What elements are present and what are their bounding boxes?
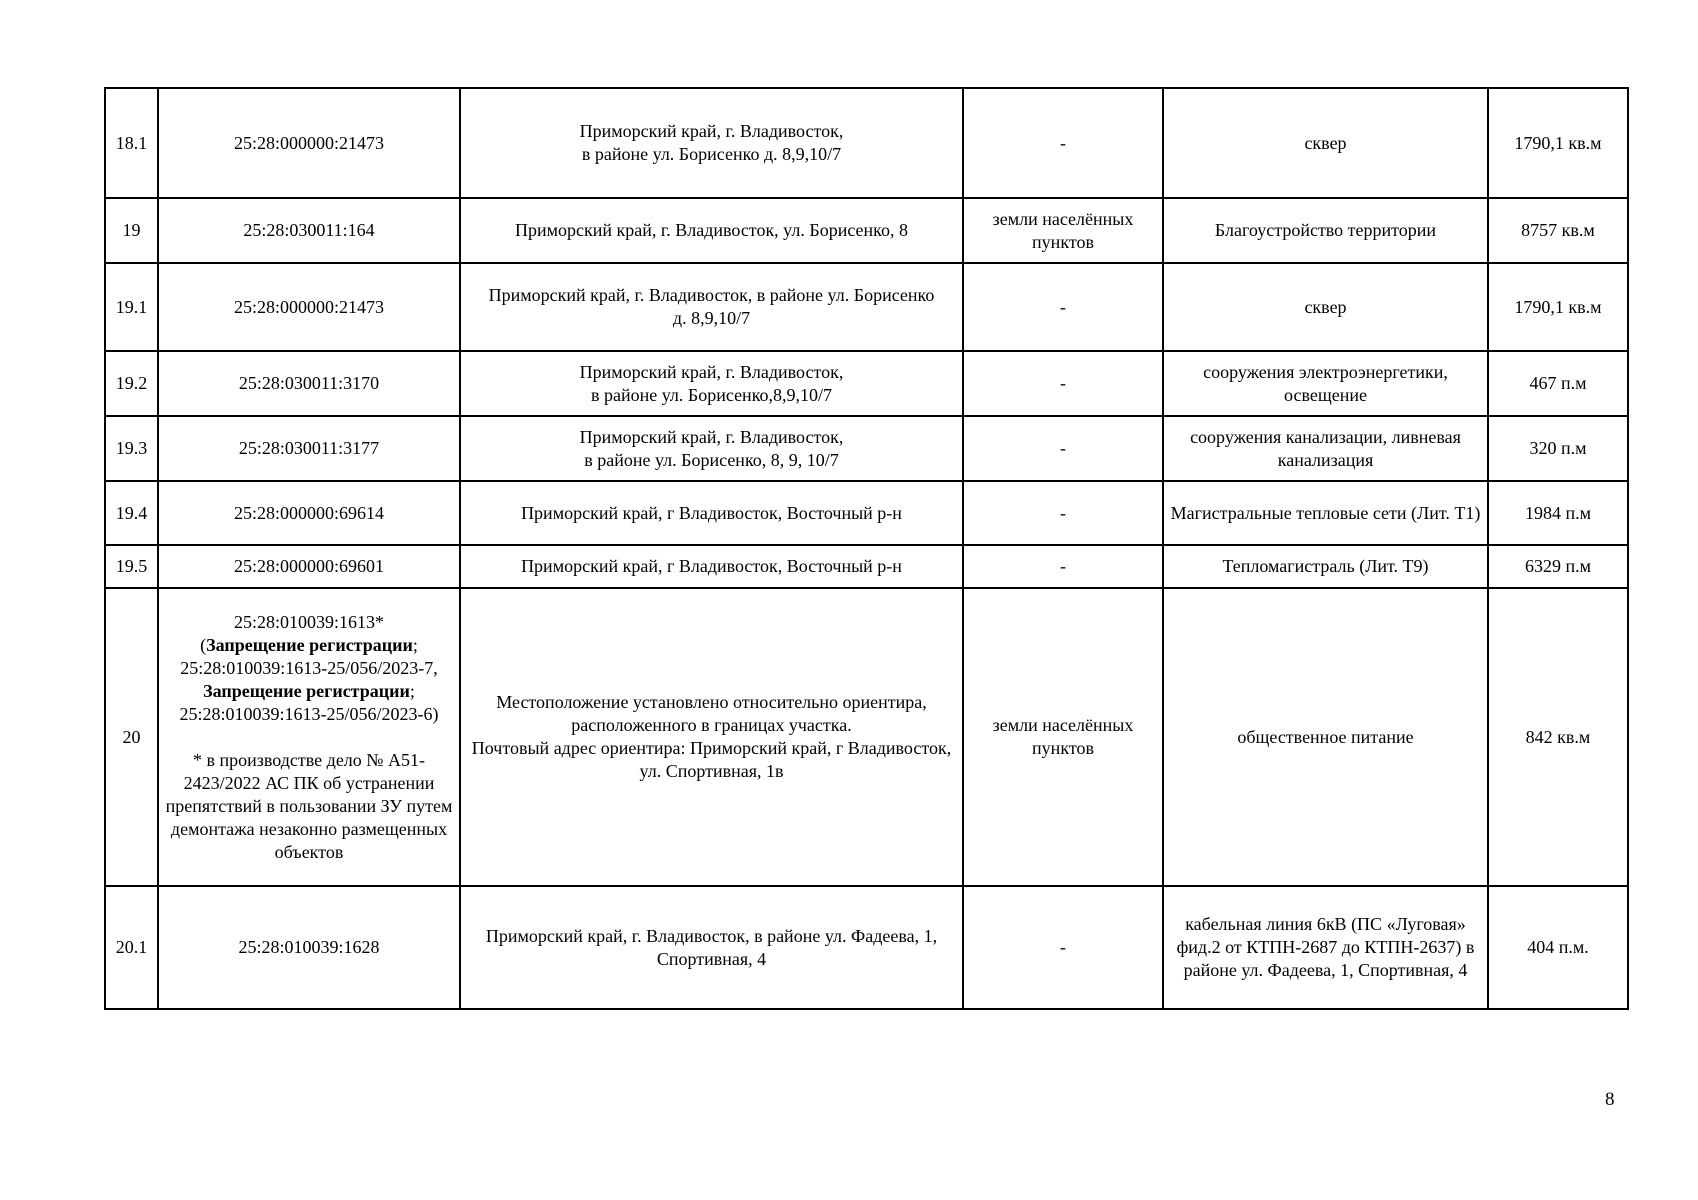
area-value: 467 п.м xyxy=(1488,351,1628,416)
land-category: - xyxy=(963,481,1163,545)
land-category: - xyxy=(963,886,1163,1009)
area-value: 8757 кв.м xyxy=(1488,198,1628,263)
land-category: - xyxy=(963,545,1163,588)
row-number: 19.2 xyxy=(105,351,158,416)
address-cell xyxy=(460,198,963,263)
row-number: 20.1 xyxy=(105,886,158,1009)
area-value: 1790,1 кв.м xyxy=(1488,263,1628,351)
address-line: Приморский край, г. Владивосток, xyxy=(579,426,844,447)
table-row xyxy=(105,88,1628,198)
address-cell xyxy=(460,588,963,886)
cadastral-cell: 25:28:010039:1613* (Запрещение регистрации; 25:28:010039:1613-25/056/2023-7, Запрещение регистрации; 25:28:010039:1613-25/056/2023-6) * в производстве дело № А51-2423/2022 АС ПК об устранении препятствий в пользовании ЗУ путем демонтажа незаконно размещенных объектов xyxy=(158,588,460,886)
court-case-note: * в производстве дело № А51-2423/2022 АС ПК об устранении препятствий в пользовании ЗУ путем демонтажа незаконно размещенных объектов xyxy=(165,749,453,862)
registration-ban-number: 25:28:010039:1613-25/056/2023-6 xyxy=(179,703,433,724)
land-category: земли населённых пунктов xyxy=(963,198,1163,263)
property-register-table xyxy=(104,87,1629,1010)
area-value: 404 п.м. xyxy=(1488,886,1628,1009)
cadastral-number: 25:28:030011:164 xyxy=(158,198,460,263)
row-number: 19 xyxy=(105,198,158,263)
permitted-use: кабельная линия 6кВ (ПС «Луговая» фид.2 от КТПН-2687 до КТПН-2637) в районе ул. Фадеева, 1, Спортивная, 4 xyxy=(1163,886,1488,1009)
address-line: в районе ул. Борисенко д. 8,9,10/7 xyxy=(581,144,842,164)
page-number: 8 xyxy=(1605,1089,1615,1110)
table-row xyxy=(105,263,1628,351)
cadastral-number: 25:28:000000:21473 xyxy=(158,263,460,351)
permitted-use: сооружения канализации, ливневая канализация xyxy=(1163,416,1488,481)
table-row xyxy=(105,481,1628,545)
address-cell xyxy=(460,351,963,416)
row-number: 19.1 xyxy=(105,263,158,351)
cadastral-number: 25:28:000000:69614 xyxy=(158,481,460,545)
address-line: в районе ул. Борисенко,8,9,10/7 xyxy=(590,384,833,405)
address-cell xyxy=(460,545,963,588)
address-cell xyxy=(460,481,963,545)
address-line: Приморский край, г. Владивосток, xyxy=(579,121,844,141)
land-category: - xyxy=(963,263,1163,351)
address-cell xyxy=(460,88,963,198)
cadastral-number: 25:28:010039:1628 xyxy=(158,886,460,1009)
address-line: Приморский край, г. Владивосток, в районе ул. Борисенко xyxy=(488,285,935,305)
address-line: Приморский край, г. Владивосток, в районе ул. Фадеева, 1, Спортивная, 4 xyxy=(485,925,938,969)
permitted-use: Благоустройство территории xyxy=(1163,198,1488,263)
table-row xyxy=(105,416,1628,481)
registration-ban-label: Запрещение регистрации xyxy=(203,680,410,701)
cadastral-number: 25:28:000000:21473 xyxy=(158,88,460,198)
table-row xyxy=(105,588,1628,886)
row-number: 19.4 xyxy=(105,481,158,545)
cadastral-number: 25:28:030011:3177 xyxy=(158,416,460,481)
permitted-use: сквер xyxy=(1163,88,1488,198)
area-value: 6329 п.м xyxy=(1488,545,1628,588)
row-number: 19.5 xyxy=(105,545,158,588)
row-number: 20 xyxy=(105,588,158,886)
row-number: 19.3 xyxy=(105,416,158,481)
address-cell xyxy=(460,886,963,1009)
address-line: Приморский край, г. Владивосток, xyxy=(579,361,844,382)
table-row xyxy=(105,545,1628,588)
cadastral-number: 25:28:000000:69601 xyxy=(158,545,460,588)
land-category: - xyxy=(963,88,1163,198)
row-number: 18.1 xyxy=(105,88,158,198)
permitted-use: сооружения электроэнергетики, освещение xyxy=(1163,351,1488,416)
address-line: Почтовый адрес ориентира: Приморский край, г Владивосток, xyxy=(471,738,952,758)
land-category: - xyxy=(963,351,1163,416)
address-line: Местоположение установлено относительно ориентира, расположенного в границах участка. xyxy=(496,692,927,735)
address-cell xyxy=(460,263,963,351)
address-line: д. 8,9,10/7 xyxy=(672,308,751,328)
cadastral-number: 25:28:010039:1613* xyxy=(233,611,384,632)
area-value: 320 п.м xyxy=(1488,416,1628,481)
cadastral-number: 25:28:030011:3170 xyxy=(158,351,460,416)
land-category: земли населённых пунктов xyxy=(963,588,1163,886)
table-row xyxy=(105,351,1628,416)
permitted-use: Магистральные тепловые сети (Лит. Т1) xyxy=(1163,481,1488,545)
address-line: Приморский край, г. Владивосток, ул. Борисенко, 8 xyxy=(514,220,909,240)
area-value: 1984 п.м xyxy=(1488,481,1628,545)
address-line: ул. Спортивная, 1в xyxy=(639,761,784,781)
permitted-use: Тепломагистраль (Лит. Т9) xyxy=(1163,545,1488,588)
address-line: в районе ул. Борисенко, 8, 9, 10/7 xyxy=(584,449,839,470)
address-line: Приморский край, г Владивосток, Восточный р-н xyxy=(521,502,902,523)
table-row xyxy=(105,886,1628,1009)
registration-ban-label: Запрещение регистрации xyxy=(206,634,413,655)
registration-ban-number: 25:28:010039:1613-25/056/2023-7 xyxy=(180,657,434,678)
table-row xyxy=(105,198,1628,263)
address-line: Приморский край, г Владивосток, Восточный р-н xyxy=(521,556,902,576)
land-category: - xyxy=(963,416,1163,481)
area-value: 842 кв.м xyxy=(1488,588,1628,886)
permitted-use: общественное питание xyxy=(1163,588,1488,886)
address-cell xyxy=(460,416,963,481)
permitted-use: сквер xyxy=(1163,263,1488,351)
area-value: 1790,1 кв.м xyxy=(1488,88,1628,198)
